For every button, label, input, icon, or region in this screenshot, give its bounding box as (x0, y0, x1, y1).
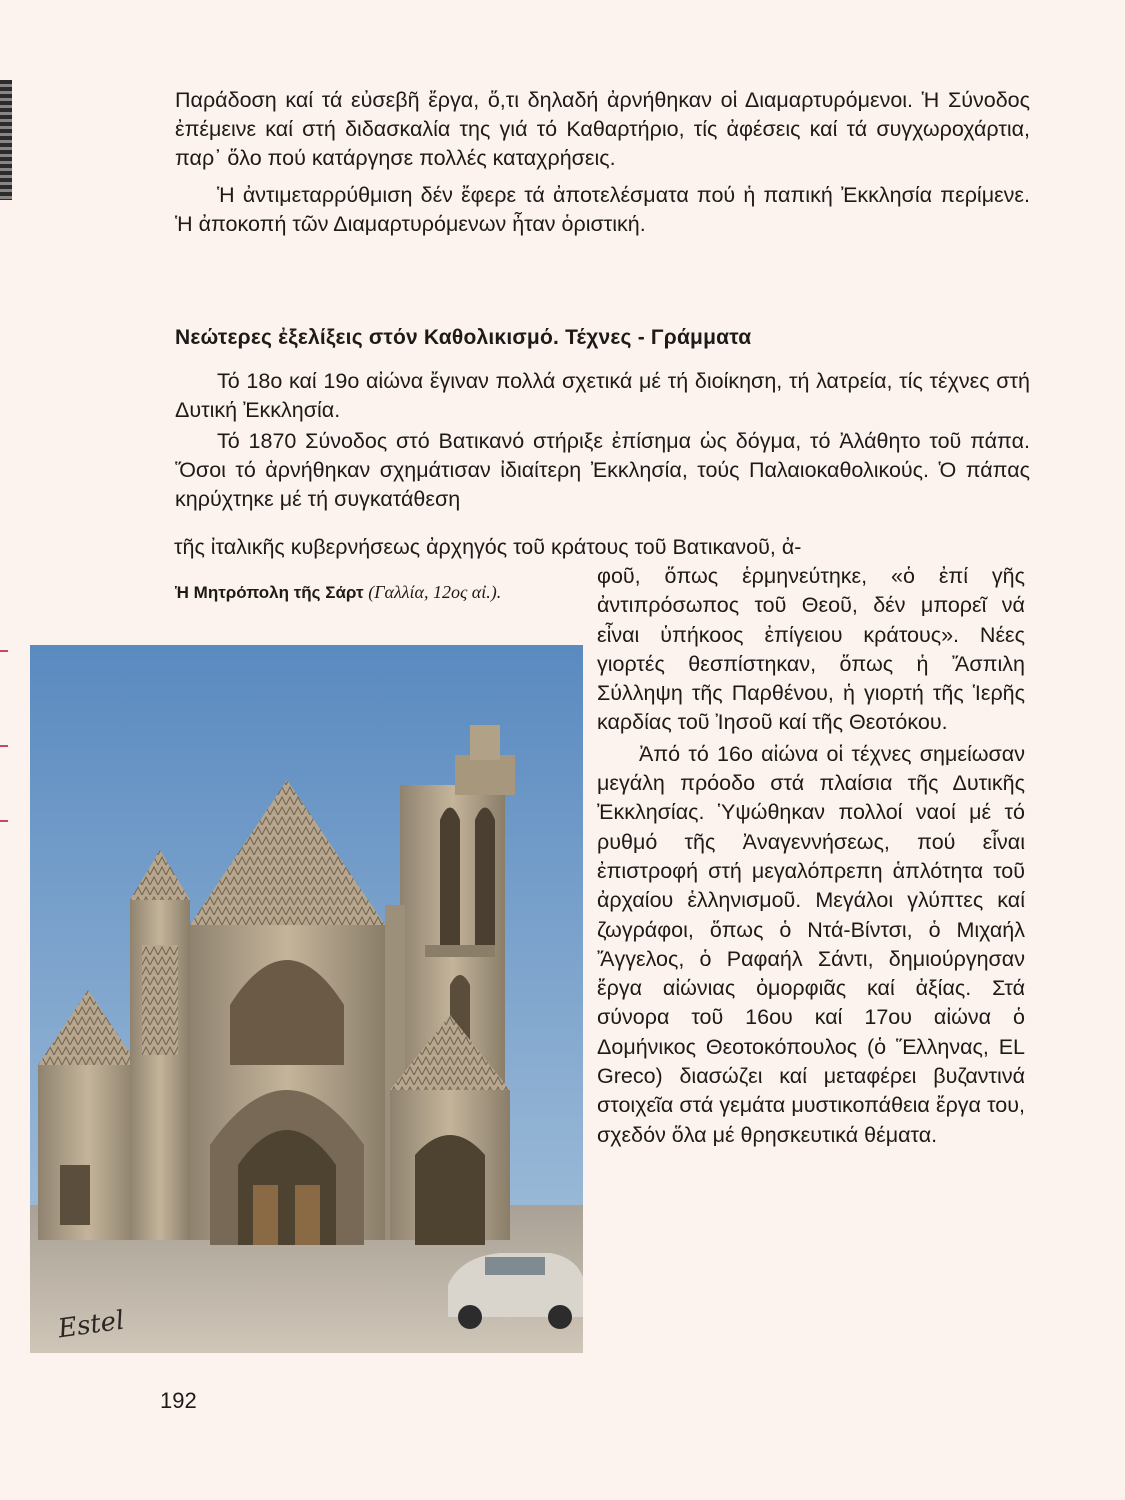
intro-text (175, 86, 1030, 239)
photo-signature: Estel (56, 1305, 127, 1345)
paragraph: Παράδοση καί τά εὐσεβῆ ἔργα, ὅ,τι δηλαδή ἀρνήθηκαν οἱ Διαμαρτυρόμενοι. Ἡ Σύνοδος ἐπέμεινε καί στή διδασκαλία της γιά τό Καθαρτήριο, τίς ἀφέσεις καί τά συγχωροχάρτια, παρ᾽ ὅλο πού κατάργησε πολλές καταχρήσεις. (175, 88, 1030, 170)
right-column-text (597, 562, 1025, 1150)
section-heading: Νεώτερες ἐξελίξεις στόν Καθολικισμό. Τέχνες - Γράμματα (175, 326, 752, 349)
cathedral-photo (30, 645, 583, 1353)
edge-mark (0, 745, 8, 747)
paragraph: Τό 18ο καί 19ο αἰώνα ἔγιναν πολλά σχετικά μέ τή διοίκηση, τή λατρεία, τίς τέχνες στή Δυτική Ἐκκλησία. (175, 369, 1030, 422)
caption-title: Ἡ Μητρόπολη τῆς Σάρτ (175, 583, 364, 602)
figure-caption (175, 580, 575, 605)
edge-mark (0, 820, 8, 822)
paragraph: Ἡ ἀντιμεταρρύθμιση δέν ἔφερε τά ἀποτελέσματα πού ἡ παπική Ἐκκλησία περίμενε. Ἡ ἀποκοπή τῶν Διαμαρτυρόμενων ἦταν ὁριστική. (175, 183, 1030, 236)
body-text (175, 367, 1030, 514)
paragraph: Τό 1870 Σύνοδος στό Βατικανό στήριξε ἐπίσημα ὡς δόγμα, τό Ἀλάθητο τοῦ πάπα. Ὅσοι τό ἀρνήθηκαν σχημάτισαν ἰδιαίτερη Ἐκκλησία, τούς Παλαιοκαθολικούς. Ὁ πάπας κηρύχτηκε μέ τή συγκατάθεση (175, 429, 1030, 511)
caption-detail: (Γαλλία, 12ος αἰ.). (368, 582, 502, 602)
binding-edge (0, 80, 12, 200)
paragraph-continued: τῆς ἰταλικῆς κυβερνήσεως ἀρχηγός τοῦ κράτους τοῦ Βατικανοῦ, ἀ- (174, 535, 802, 559)
edge-mark (0, 650, 8, 652)
paragraph: Ἀπό τό 16ο αἰώνα οἱ τέχνες σημείωσαν μεγάλη πρόοδο στά πλαίσια τῆς Δυτικῆς Ἐκκλησίας. Ὑψώθηκαν πολλοί ναοί μέ τό ρυθμό τῆς Ἀναγεννήσεως, πού εἶναι ἐπιστροφή στή μεγαλόπρεπη ἁπλότητα τοῦ ἀρχαίου ἑλληνισμοῦ. Μεγάλοι γλύπτες καί ζωγράφοι, ὅπως ὁ Ντά-Βίντσι, ὁ Μιχαήλ Ἄγγελος, ὁ Ραφαήλ Σάντι, δημιούργησαν ἔργα αἰώνιας ὀμορφιᾶς καί ἀξίας. Στά σύνορα τοῦ 16ου καί 17ου αἰώνα ὁ Δομήνικος Θεοτοκόπουλος (ὁ Ἕλληνας, EL Greco) διασώζει καί μεταφέρει βυζαντινά στοιχεῖα στά γεμάτα μυστικοπάθεια ἔργα του, σχεδόν ὅλα μέ θρησκευτικά θέματα. (597, 741, 1025, 1147)
paragraph: φοῦ, ὅπως ἑρμηνεύτηκε, «ὁ ἐπί γῆς ἀντιπρόσωπος τοῦ Θεοῦ, δέν μπορεῖ νά εἶναι ὑπήκοος ἐπίγειου κράτους». Νέες γιορτές θεσπίστηκαν, ὅπως ἡ Ἄσπιλη Σύλληψη τῆς Παρθένου, ἡ γιορτή τῆς Ἱερῆς καρδίας τοῦ Ἰησοῦ καί τῆς Θεοτόκου. (597, 564, 1025, 735)
page-number: 192 (160, 1388, 197, 1413)
